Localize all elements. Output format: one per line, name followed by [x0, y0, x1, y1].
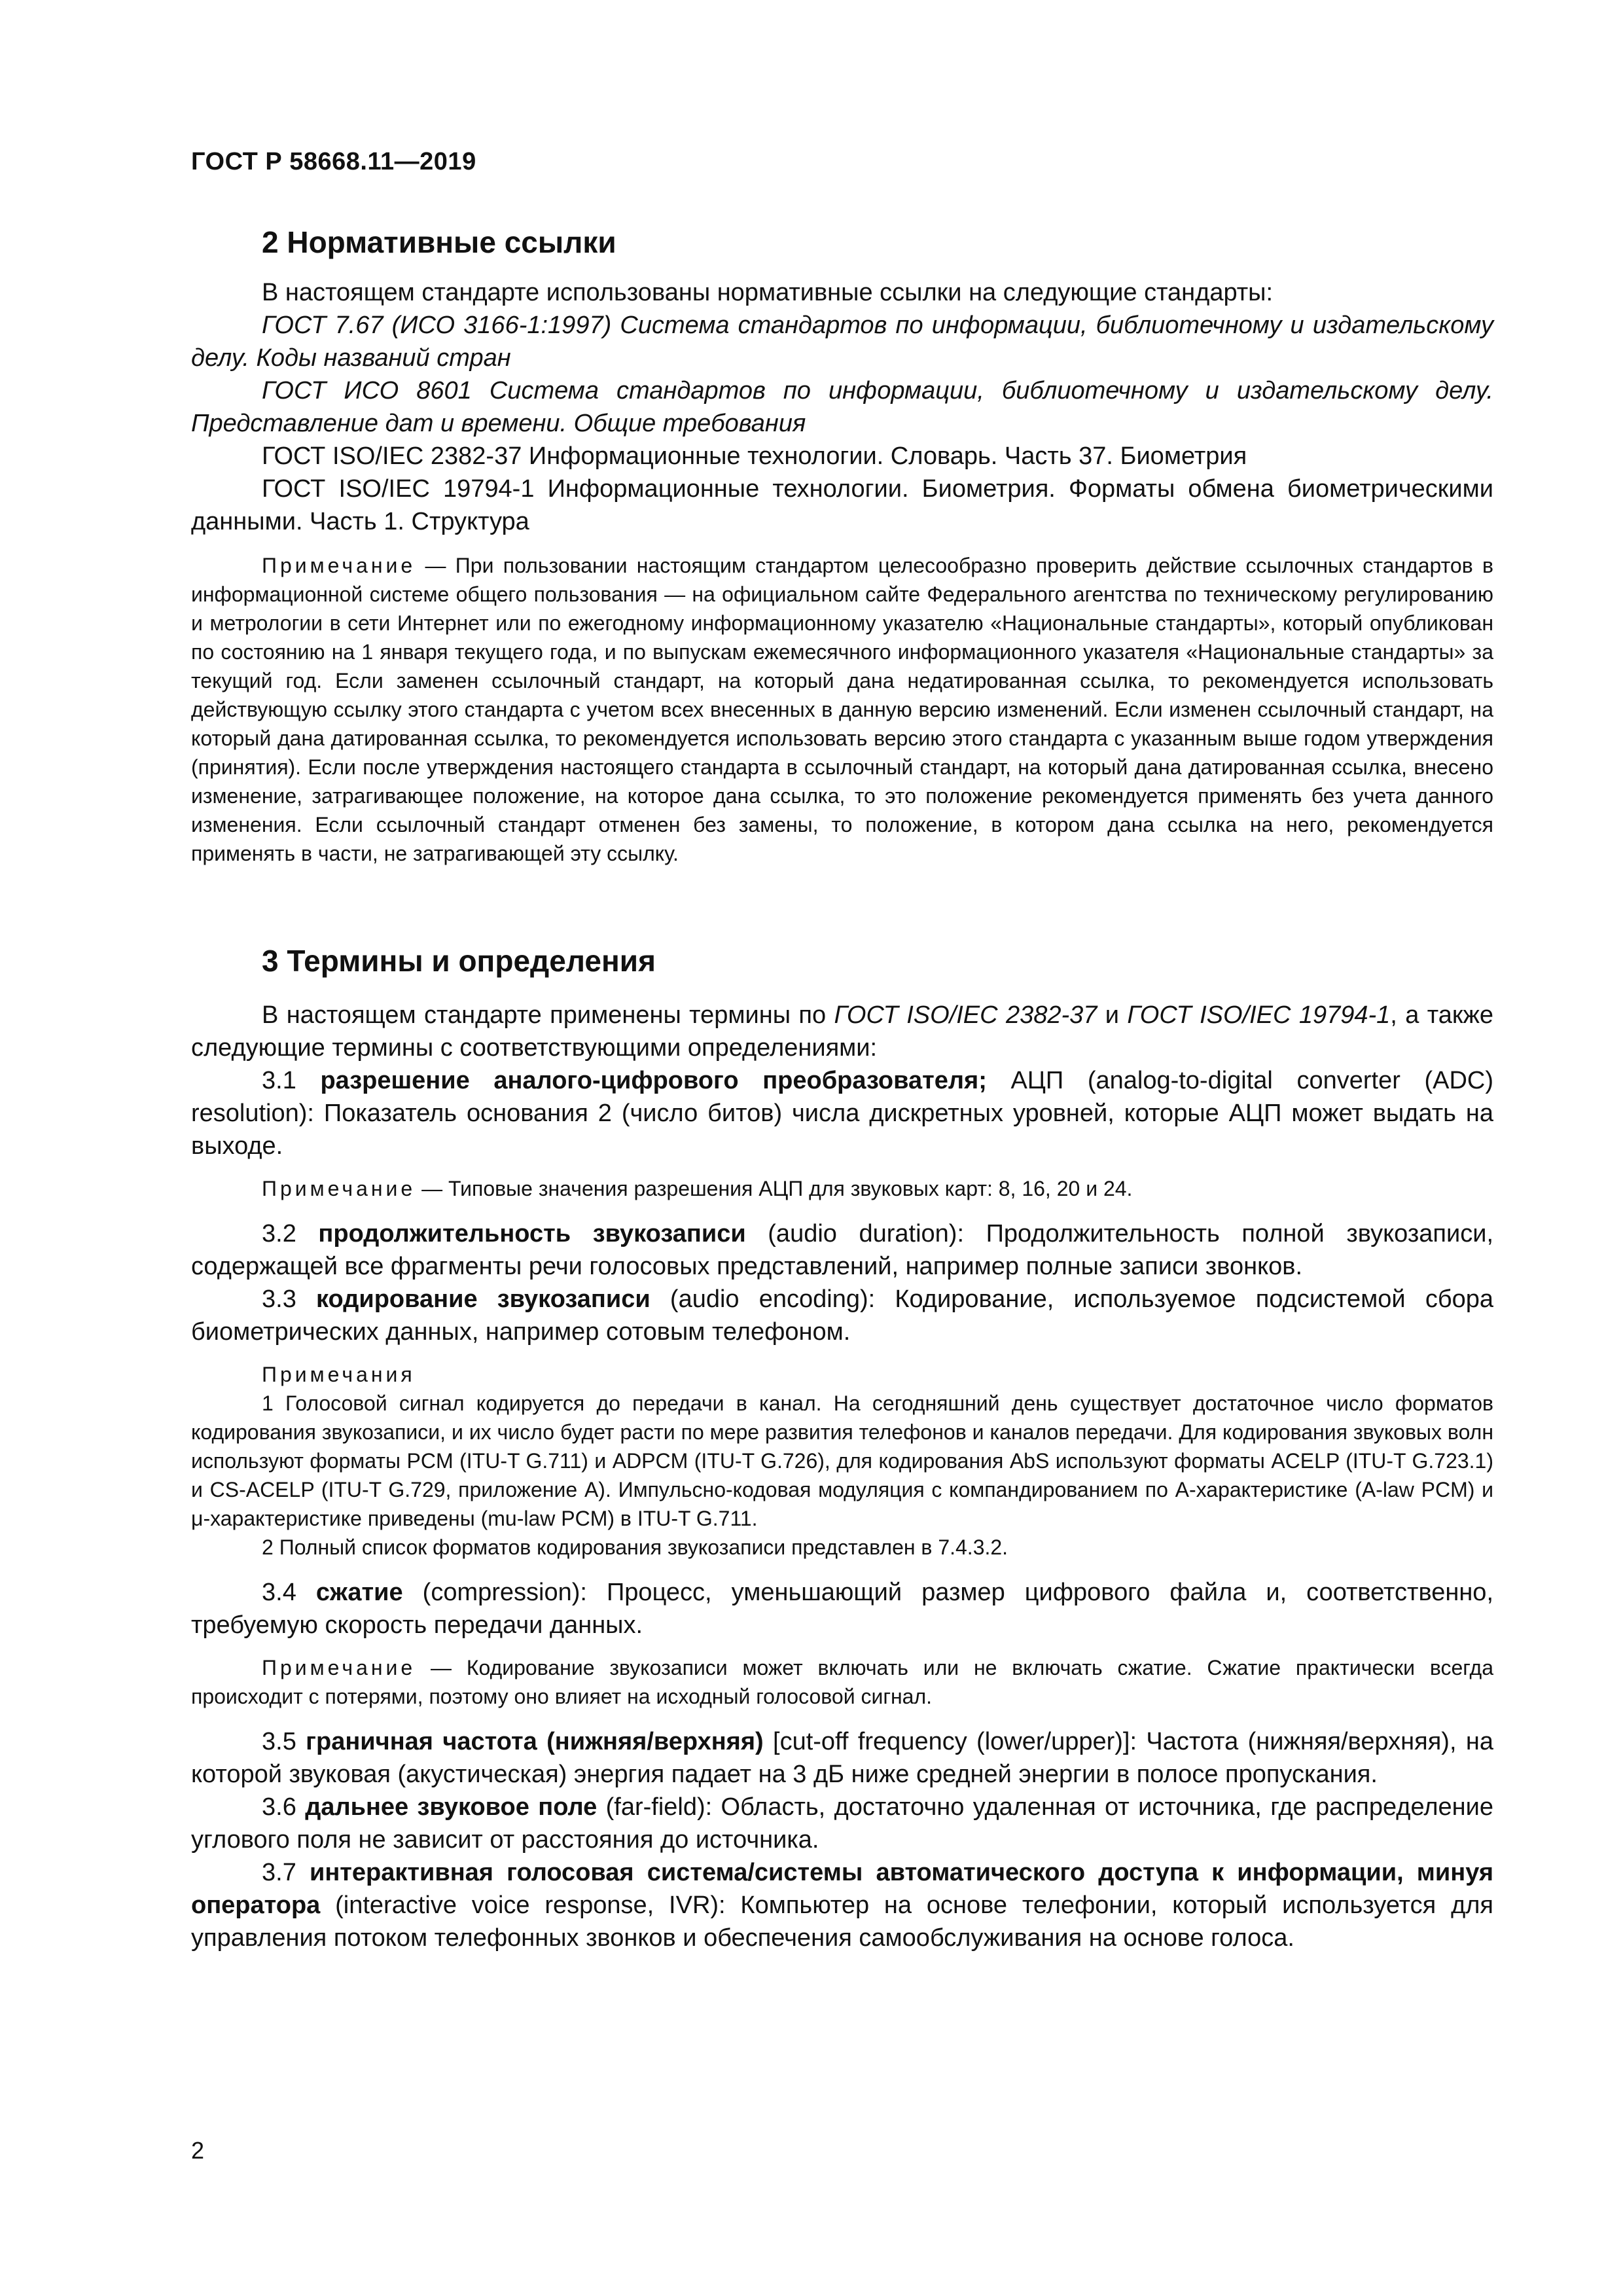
- term-3-1-note: Примечание — Типовые значения разрешения АЦП для звуковых карт: 8, 16, 20 и 24.: [262, 1177, 1133, 1200]
- intro-reference-2382-37: ГОСТ ISO/IEC 2382-37: [834, 1001, 1097, 1029]
- term-3-3-title: кодирование звукозаписи: [316, 1285, 651, 1313]
- intro-reference-19794-1: ГОСТ ISO/IEC 19794-1: [1127, 1001, 1391, 1029]
- term-3-2: 3.2 продолжительность звукозаписи (audio duration): Продолжительность полной звукозаписи, содержащей все фрагменты речи голосовых представлений, например полные записи звонков.: [191, 1220, 1493, 1280]
- term-3-5: 3.5 граничная частота (нижняя/верхняя) [cut-off frequency (lower/upper)]: Частота (нижняя/верхняя), на которой звуковая (акустическая) энергия падает на 3 дБ ниже средней энергии в полосе пропускания.: [191, 1728, 1493, 1788]
- section-normative-references: [191, 223, 1493, 868]
- term-3-3-note-1: 1 Голосовой сигнал кодируется до передачи в канал. На сегодняшний день существует достаточное число форматов кодирования звукозаписи, и их число будет расти по мере развития телефонов и каналов передачи. Для кодирования звуковых волн используют форматы PCM (ITU-T G.711) и ADPCM (ITU-T G.726), для кодирования AbS используют форматы ACELP (ITU-T G.723.1) и CS-ACELP (ITU-T G.729, приложение A). Импульсно-кодовая модуляция с компандированием по A-характеристике (A-law PCM) и μ-характеристике приведены (mu-law PCM) в ITU-T G.711.: [191, 1391, 1493, 1530]
- reference-gost-iso-8601: ГОСТ ИСО 8601 Система стандартов по информации, библиотечному и издательскому делу. Представление дат и времени. Общие требования: [191, 377, 1493, 437]
- term-3-7: 3.7 интерактивная голосовая система/системы автоматического доступа к информации, минуя оператора (interactive voice response, IVR): Компьютер на основе телефонии, который используется для управления потоком телефонных звонков и обеспечения самообслуживания на основе голоса.: [191, 1859, 1493, 1952]
- term-3-4-title: сжатие: [315, 1579, 403, 1606]
- reference-gost-7-67: ГОСТ 7.67 (ИСО 3166-1:1997) Система стандартов по информации, библиотечному и издательскому делу. Коды названий стран: [191, 312, 1493, 372]
- term-3-1: 3.1 разрешение аналого-цифрового преобразователя; АЦП (analog-to-digital converter (ADC) resolution): Показатель основания 2 (число битов) числа дискретных уровней, которые АЦП может выдать на выходе.: [191, 1067, 1494, 1160]
- reference-gost-iso-iec-19794-1: ГОСТ ISO/IEC 19794-1 Информационные технологии. Биометрия. Форматы обмена биометрическими данными. Часть 1. Структура: [191, 475, 1493, 535]
- section-3-title: 3 Термины и определения: [262, 944, 656, 978]
- note-label: Примечание: [262, 554, 416, 577]
- reference-gost-iso-iec-2382-37: ГОСТ ISO/IEC 2382-37 Информационные технологии. Словарь. Часть 37. Биометрия: [262, 442, 1247, 470]
- page-number: 2: [191, 2137, 205, 2164]
- section-3-intro: В настоящем стандарте применены термины по ГОСТ ISO/IEC 2382-37 и ГОСТ ISO/IEC 19794-1, а также следующие термины с соответствующими определениями:: [191, 1001, 1494, 1062]
- document-header-id: ГОСТ Р 58668.11—2019: [191, 148, 476, 175]
- term-3-7-title: интерактивная голосовая система/системы автоматического доступа к информации, минуя оператора: [191, 1859, 1493, 1919]
- term-3-3-note-2: 2 Полный список форматов кодирования звукозаписи представлен в 7.4.3.2.: [262, 1535, 1008, 1559]
- term-3-6-title: дальнее звуковое поле: [305, 1793, 597, 1821]
- note-text: — При пользовании настоящим стандартом целесообразно проверить действие ссылочных стандартов в информационной системе общего пользования — на официальном сайте Федерального агентства по техническому регулированию и метрологии в сети Интернет или по ежегодному информационному указателю «Национальные стандарты», который опубликован по состоянию на 1 января текущего года, и по выпускам ежемесячного информационного указателя «Национальные стандарты» за текущий год. Если заменен ссылочный стандарт, на который дана недатированная ссылка, то рекомендуется использовать действующую ссылку этого стандарта с учетом всех внесенных в данную версию изменений. Если изменен ссылочный стандарт, на который дана датированная ссылка, то рекомендуется использовать версию этого стандарта с указанным выше годом утверждения (принятия). Если после утверждения настоящего стандарта в ссылочный стандарт, на который дана датированная ссылка, внесено изменение, затрагивающее положение, на которое дана ссылка, то это положение рекомендуется применять без учета данного изменения. Если ссылочный стандарт отменен без замены, то положение, в котором дана ссылка на него, рекомендуется применять в части, не затрагивающей эту ссылку.: [191, 554, 1493, 865]
- section-2-note: [191, 551, 1493, 868]
- term-3-6: 3.6 дальнее звуковое поле (far-field): Область, достаточно удаленная от источника, где распределение углового поля не зависит от расстояния до источника.: [191, 1793, 1493, 1854]
- term-3-1-title: разрешение аналого-цифрового преобразователя;: [320, 1067, 987, 1094]
- section-2-intro: В настоящем стандарте использованы нормативные ссылки на следующие стандарты:: [262, 279, 1274, 306]
- term-3-3: 3.3 кодирование звукозаписи (audio encoding): Кодирование, используемое подсистемой сбора биометрических данных, например сотовым телефоном.: [191, 1285, 1493, 1346]
- term-3-5-title: граничная частота (нижняя/верхняя): [306, 1728, 764, 1755]
- section-terms-definitions: [191, 941, 1493, 1954]
- term-3-4-note: Примечание — Кодирование звукозаписи может включать или не включать сжатие. Сжатие практически всегда происходит с потерями, поэтому оно влияет на исходный голосовой сигнал.: [191, 1656, 1493, 1708]
- term-3-2-title: продолжительность звукозаписи: [318, 1220, 746, 1247]
- term-3-4: 3.4 сжатие (compression): Процесс, уменьшающий размер цифрового файла и, соответственно, требуемую скорость передачи данных.: [191, 1579, 1493, 1639]
- term-3-3-notes-label: Примечания: [262, 1363, 416, 1386]
- section-2-title: 2 Нормативные ссылки: [262, 225, 616, 259]
